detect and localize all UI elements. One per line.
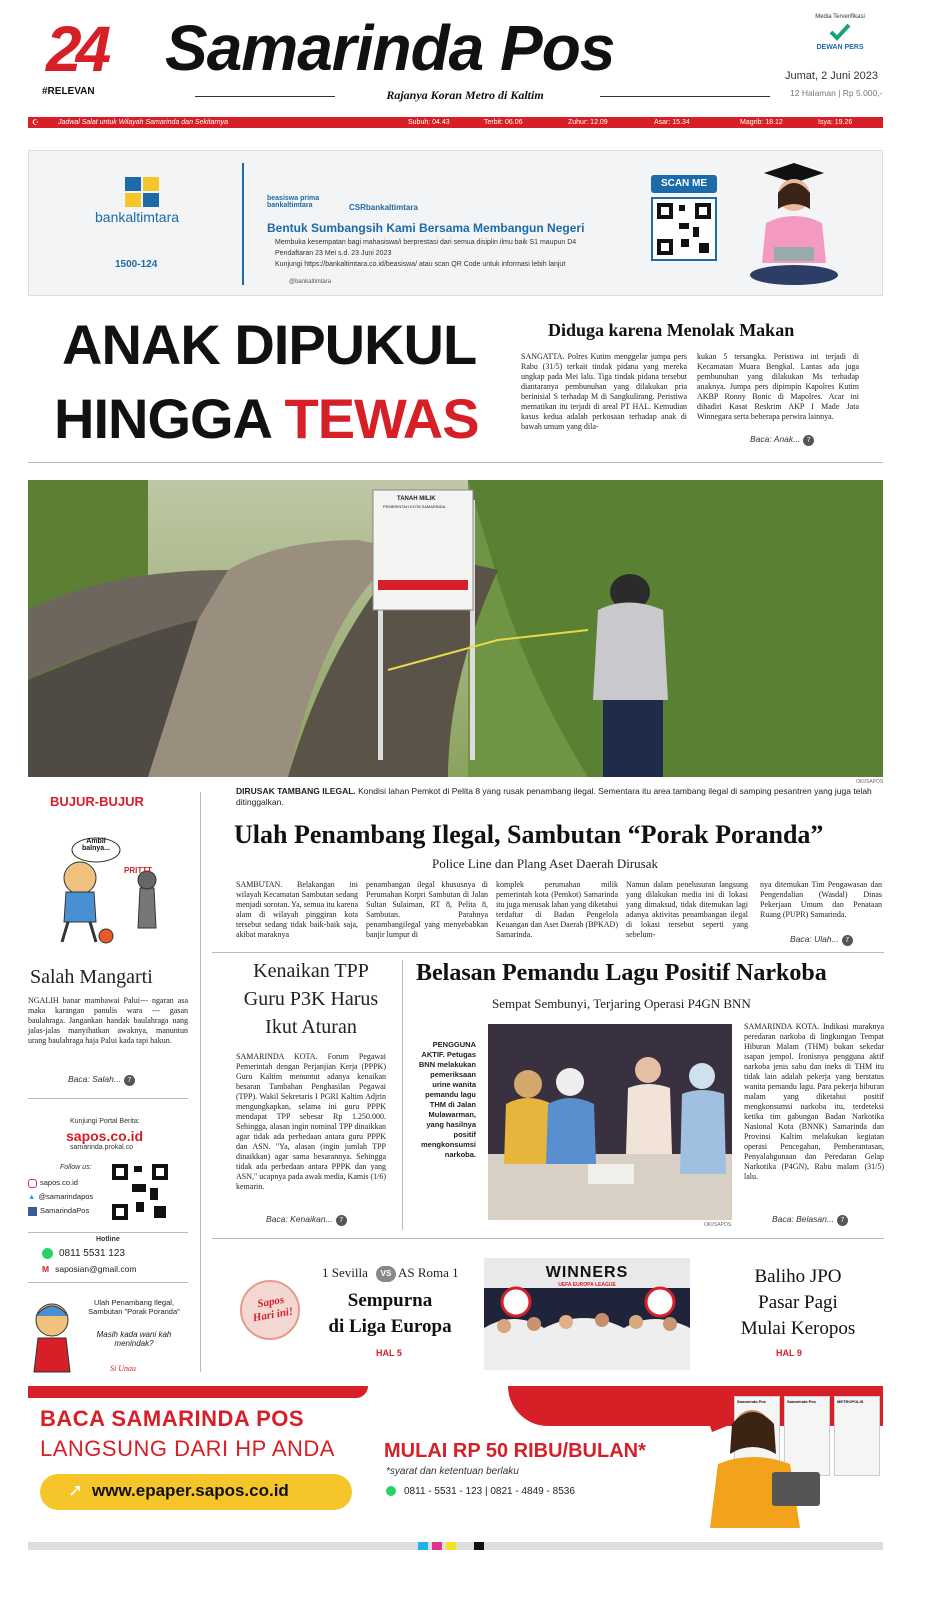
baca-ulah-label: Baca: Ulah...: [790, 934, 839, 944]
jpo-title-1: Baliho JPO: [754, 1266, 842, 1287]
tagline-rule-left: [195, 96, 335, 97]
mini-paper-0-title: Samarinda Pos: [737, 1399, 766, 1404]
headline-col1: SANGATTA. Polres Kutim menggelar jumpa pers Rabu (31/5) terkait tindak pidana yang mereka ungkap pada Mei lalu. Tiga tindak pidana tersebut diantaranya pembunuhan yang dilakukan pria berinisial S terhadap M di Sangkulirang. Peristiwa mematikan itu terjadi di areal PT HAL. Kemudian kasus kedua adalah perkosaan terhadap anak di bawah umum yang dila-: [521, 352, 687, 431]
ad-divider: [242, 163, 244, 285]
sidebar-rule-3: [28, 1282, 188, 1283]
epaper-url: www.epaper.sapos.co.id: [92, 1481, 289, 1500]
vs-badge: VS: [376, 1266, 396, 1282]
winners-photo: [484, 1258, 690, 1370]
narkoba-photo-credit: OKI/SAPOS: [704, 1222, 732, 1228]
narkoba-subtitle: Sempat Sembunyi, Terjaring Operasi P4GN BNN: [492, 996, 751, 1011]
narkoba-photo: [488, 1024, 732, 1220]
hotline-email[interactable]: [42, 1264, 136, 1274]
prayer-time-4: Magrib: 18.12: [740, 119, 783, 126]
bujur-label: BUJUR-BUJUR: [50, 794, 144, 809]
jpo-hal[interactable]: HAL 9: [776, 1348, 802, 1358]
headline-subhead: Diduga karena Menolak Makan: [548, 320, 795, 340]
tambang-col-1: penambangan ilegal khususnya di Perumahan Korpri Sambutan di Jalan Sultan Sulaiman, RT 8, Pelita 8, Sambutan. Parahnya penambangilegal yang menyebabkan banjir lumpur di: [366, 880, 488, 939]
tpp-title-2: Guru P3K Harus: [243, 988, 379, 1010]
prayer-time-2: Zuhur: 12.09: [568, 119, 608, 126]
ad-bullet-1: Pendaftaran 23 Mei s.d. 23 Juni 2023: [275, 250, 392, 257]
cursor-icon: ➚: [68, 1480, 84, 1500]
baca-anak[interactable]: [750, 434, 814, 446]
follow-label: Follow us:: [60, 1164, 92, 1171]
jpo-title-3: Mulai Keropos: [740, 1318, 856, 1339]
divider-narkoba: [212, 1238, 884, 1239]
bank-brand: bankaltimtara: [95, 209, 180, 225]
graduate-illustration: [734, 163, 844, 293]
ad-bullet-2: Kunjungi https://bankaltimtara.co.id/beasiswa/ atau scan QR Code untuk informasi lebih lanjut: [275, 261, 566, 268]
caption-bold: DIRUSAK TAMBANG ILEGAL.: [236, 786, 356, 796]
checkmark-icon: [828, 22, 852, 42]
bujur-text: NGALIH banar mambawai Palui--- ngaran asa maka karangan panulis wara --- gasan baulahraga. Jangankan handak baulahraga nang jalas-jalas manyihatkan awaknya, manuntun urang baulahraga haja Palui kada tapi hakun.: [28, 996, 188, 1045]
tpp-divider: [402, 960, 403, 1230]
headline-line2: [54, 386, 479, 452]
scan-me-badge: SCAN ME: [651, 175, 717, 193]
headline-col2: kukan 5 tersangka. Peristiwa ini terjadi di Kecamatan Muara Bengkal. Lantas ada juga pembunuhan yang dilakukan Ms terhadap anaknya. Jumpa pers dipimpin Kapolres Kutim AKBP Ronny Bonic di Mapolres. Acar ini dihadiri Kasat Reskrim AKP I Made Jata Winnegara serta beberapa perwira lainnya.: [697, 352, 859, 421]
narkoba-text: SAMARINDA KOTA. Indikasi maraknya peredaran narkoba di lingkungan Tempat Hiburan Malam (THM) bukan sekedar isapan jempol. Ironisnya pengguna aktif narkoba jenis sabu dan ineks di THM itu tidak lain adalah pekerja yang berstatus wanita pemandu lagu. Para pekerja hiburan malam yang diketahui positif mengkonsumsi narkoba itu, terdeteksi ketika tim gabungan Badan Narkotika Nasional Kota (BNNK) Samarinda dan Provinsi Kaltim melakukan kegiatan operasi Pencegahan, Pemberantasan, Penyalahgunaan dan Peredaran Gelap Narkotika (P4GN), Rabu malam (31/5) lalu.: [744, 1022, 884, 1181]
epaper-price: MULAI RP 50 RIBU/BULAN*: [384, 1440, 646, 1462]
hotline-label: Hotline: [96, 1236, 120, 1243]
opinion-answer: Masih kada wani kah menindak?: [96, 1330, 172, 1348]
baca-salah-label: Baca: Salah...: [68, 1074, 121, 1084]
verified-label: Media Terverifikasi: [815, 14, 865, 20]
sign-subtitle: PEMERINTAH KOTA SAMARINDA: [383, 504, 446, 509]
score-home: 1 Sevilla: [322, 1265, 368, 1280]
tambang-col-4: nya ditemukan Tim Pengawasan dan Pengendalian (Wasdal) Dinas Pekerjaan Umum dan Penataan Ruang (PUPR) Samarinda.: [760, 880, 882, 919]
baca-anak-label: Baca: Anak...: [750, 434, 801, 444]
page-ref-icon: 7: [837, 1215, 848, 1226]
mini-paper-2-title: METROPOLIS: [837, 1399, 864, 1404]
prayer-time-0: Subuh: 04.43: [408, 119, 450, 126]
photo-caption: [236, 786, 884, 808]
winners-subtext: UEFA EUROPA LEAGUE: [558, 1282, 616, 1288]
page-ref-icon: 7: [124, 1075, 135, 1086]
narkoba-caption: PENGGUNA AKTIF. Petugas BNN melakukan pemeriksaan urine wanita pemandu lagu THM di Jalan Mulawarman, yang hasilnya positif mengkonsumsi narkoba.: [418, 1040, 476, 1159]
social-twitter: @samarindapos: [38, 1192, 94, 1201]
sport-title-1: Sempurna: [347, 1290, 433, 1311]
portal-sub-link[interactable]: samarinda.prokal.co: [70, 1144, 134, 1151]
newspaper-title: Samarinda Pos: [165, 12, 615, 84]
sport-hal[interactable]: HAL 5: [376, 1348, 402, 1358]
registration-bar: [28, 1542, 883, 1550]
tpp-text: SAMARINDA KOTA. Forum Pegawai Pemerintah dengan Perjanjian Kerja (PPPK) Guru Kaltim menuntut adanya kenaikan besaran Tambahan Penghasilan Pegawai (TPP). Wakil Sekretaris I PGRI Kaltim Adjrin mengungkapkan, selama ini guru PPPK mendapat TPP sebesar Rp 1.250.000. Sehingga, alasan ingin nominal TPP dinaikkan agar tidak ada perbedaan antara guru PPPK dan ASN. "Ya, alasan (ingin jumlah TPP dinaikkan) agar sama besarannya. Sehingga tidak ada perbedaan antara PPPK dan yang ASN," ucapnya pada awak media, Kamis (1/6) kemarin.: [236, 1052, 386, 1191]
epaper-phones-text: 0811 - 5531 - 123 | 0821 - 4849 - 8536: [404, 1486, 575, 1497]
hotline-email-text: saposian@gmail.com: [55, 1264, 137, 1274]
tambang-col-3: Namun dalam penelusuran langsung yang dilakukan media ini di lokasi yang dimaksud, tidak ditemukan lagi adanya aktivitas penambangan ilegal di lokasi tersebut seperti yang sebelum-: [626, 880, 748, 939]
anniversary-tag: #RELEVAN: [42, 86, 95, 97]
beasiswa-logo: beasiswa prima bankaltimtara: [267, 195, 320, 209]
caption-text: Kondisi lahan Pemkot di Pelita 8 yang rusak penambang ilegal. Sementara itu area tambang ilegal di samping pesantren yang juga telah ditinggalkan.: [236, 786, 872, 807]
prayer-time-5: Isya: 19.26: [818, 119, 853, 126]
tambang-col-2: komplek perumahan milik pemerintah kota (Pemkot) Samarinda itu juga merusak lahan yang diketahui terdaftar di Badan Pengelola Keuangan dan Aset Daerah (BPKAD) Samarinda.: [496, 880, 618, 939]
sign-title: TANAH MILIK: [397, 496, 436, 502]
qr-code-icon[interactable]: [651, 197, 717, 261]
tambang-title: Ulah Penambang Ilegal, Sambutan “Porak Poranda”: [234, 820, 824, 849]
stamp-text: Sapos Hari ini!: [251, 1293, 295, 1325]
epaper-ad[interactable]: [28, 1386, 883, 1528]
social-row-1[interactable]: [28, 1192, 93, 1201]
reg-magenta: [432, 1542, 442, 1550]
bujur-title: Salah Mangarti: [30, 966, 153, 988]
tpp-title-1: Kenaikan TPP: [253, 960, 369, 982]
mosque-icon: ☪: [32, 118, 40, 127]
prayer-times-bar: [28, 117, 883, 128]
reg-cyan: [418, 1542, 428, 1550]
sidebar-divider: [200, 792, 201, 1372]
epaper-terms: *syarat dan ketentuan berlaku: [386, 1466, 519, 1477]
social-row-2[interactable]: [28, 1206, 89, 1216]
bank-logo-icon: [125, 177, 159, 207]
whatsapp-icon: [386, 1486, 396, 1496]
tagline: Rajanya Koran Metro di Kaltim: [386, 88, 544, 102]
prayer-label: Jadwal Salat untuk Wilayah Samarinda dan Sekitarnya: [58, 119, 228, 126]
pages-price: 12 Halaman | Rp 5.000,-: [790, 88, 883, 98]
photo-credit: OKI/SAPOS: [856, 779, 884, 785]
tpp-title-3: Ikut Aturan: [265, 1016, 357, 1038]
csr-logo: CSRbankaltimtara: [349, 203, 418, 212]
issue-date: Jumat, 2 Juni 2023: [785, 70, 878, 82]
portal-label: Kunjungi Portal Berita:: [70, 1118, 140, 1125]
narkoba-title: Belasan Pemandu Lagu Positif Narkoba: [416, 960, 827, 986]
bujur-sound: PRITTT: [124, 866, 152, 875]
sidebar-rule-1: [28, 1098, 188, 1099]
baca-belasan-label: Baca: Belasan...: [772, 1214, 834, 1224]
score-away: AS Roma 1: [398, 1265, 459, 1280]
prayer-time-1: Terbit: 06.06: [484, 119, 523, 126]
instagram-icon: [28, 1179, 37, 1188]
mail-icon: M: [42, 1264, 50, 1274]
reg-yellow: [446, 1542, 456, 1550]
main-photo: [28, 480, 883, 777]
page-ref-icon: 7: [336, 1215, 347, 1226]
ad-headline: Bentuk Sumbangsih Kami Bersama Membangun Negeri: [267, 221, 585, 235]
reg-black: [474, 1542, 484, 1550]
prayer-time-3: Asar: 15.34: [654, 119, 690, 126]
baca-ulah[interactable]: [790, 934, 853, 946]
opinion-signature: Si Unau: [110, 1364, 136, 1373]
tambang-col-0: SAMBUTAN. Belakangan ini wilayah Kecamatan Sambutan sedang menjadi sorotan. Ya, semua itu karena alam di wilayah pinggiran kota tersebut sedang tidak baik-baik saja, akibat maraknya: [236, 880, 358, 939]
divider-tambang: [212, 952, 884, 953]
ad-red-band-left: [28, 1386, 368, 1398]
bujur-bubble: Ambil balnya...: [81, 838, 110, 852]
dewan-pers-label: DEWAN PERS: [816, 44, 864, 51]
portal-link[interactable]: sapos.co.id: [66, 1128, 144, 1144]
headline-line1: ANAK DIPUKUL: [62, 313, 477, 376]
ad-social: @bankaltimtara: [289, 279, 332, 285]
anniversary-number: 24: [46, 13, 106, 85]
mini-paper-1-title: Samarinda Pos: [787, 1399, 816, 1404]
headline-line2-b: TEWAS: [284, 387, 479, 450]
tambang-subtitle: Police Line dan Plang Aset Daerah Dirusak: [432, 856, 658, 871]
epaper-line1: BACA SAMARINDA POS: [40, 1406, 305, 1431]
baca-belasan[interactable]: [772, 1214, 848, 1226]
tagline-rule-right: [600, 96, 770, 97]
social-row-0[interactable]: [28, 1178, 78, 1188]
jpo-title-2: Pasar Pagi: [758, 1292, 838, 1313]
sidebar-rule-2: [28, 1232, 188, 1233]
headline-line2-a: HINGGA: [54, 387, 285, 450]
social-facebook: SamarindaPos: [40, 1206, 90, 1215]
reader-illustration: [692, 1394, 842, 1528]
hotline-phone-text: 0811 5531 123: [59, 1248, 125, 1260]
facebook-icon: [28, 1207, 37, 1216]
page-ref-icon: 7: [842, 935, 853, 946]
epaper-phones[interactable]: [386, 1486, 575, 1497]
hotline-phone[interactable]: [42, 1248, 125, 1259]
ad-bullet-0: Membuka kesempatan bagi mahasiswa/i berprestasi dari semua disiplin ilmu baik S1 maupun D4: [275, 239, 577, 246]
sapos-hari-ini-stamp: [240, 1280, 300, 1340]
baca-kenaikan-label: Baca: Kenaikan...: [266, 1214, 333, 1224]
page-ref-icon: 7: [803, 435, 814, 446]
sport-title-2: di Liga Europa: [328, 1316, 452, 1337]
whatsapp-icon: [42, 1248, 53, 1259]
social-instagram: sapos.co.id: [40, 1178, 78, 1187]
twitter-icon: ▲: [28, 1192, 36, 1201]
winners-text: WINNERS: [545, 1264, 629, 1281]
epaper-url-pill[interactable]: [40, 1474, 352, 1510]
bank-ad[interactable]: [28, 150, 883, 296]
anniversary-logo: [42, 14, 114, 98]
divider-headline: [28, 462, 883, 463]
epaper-line2: LANGSUNG DARI HP ANDA: [40, 1436, 335, 1461]
masthead: [0, 0, 931, 118]
bank-phone: 1500-124: [115, 259, 158, 270]
sidebar-qr-icon[interactable]: [110, 1162, 170, 1222]
opinion-question: Ulah Penambang Ilegal, Sambutan "Porak Poranda": [88, 1298, 180, 1316]
opinion-cartoon: [28, 1296, 78, 1376]
baca-kenaikan[interactable]: [266, 1214, 347, 1226]
baca-salah[interactable]: [68, 1074, 135, 1086]
